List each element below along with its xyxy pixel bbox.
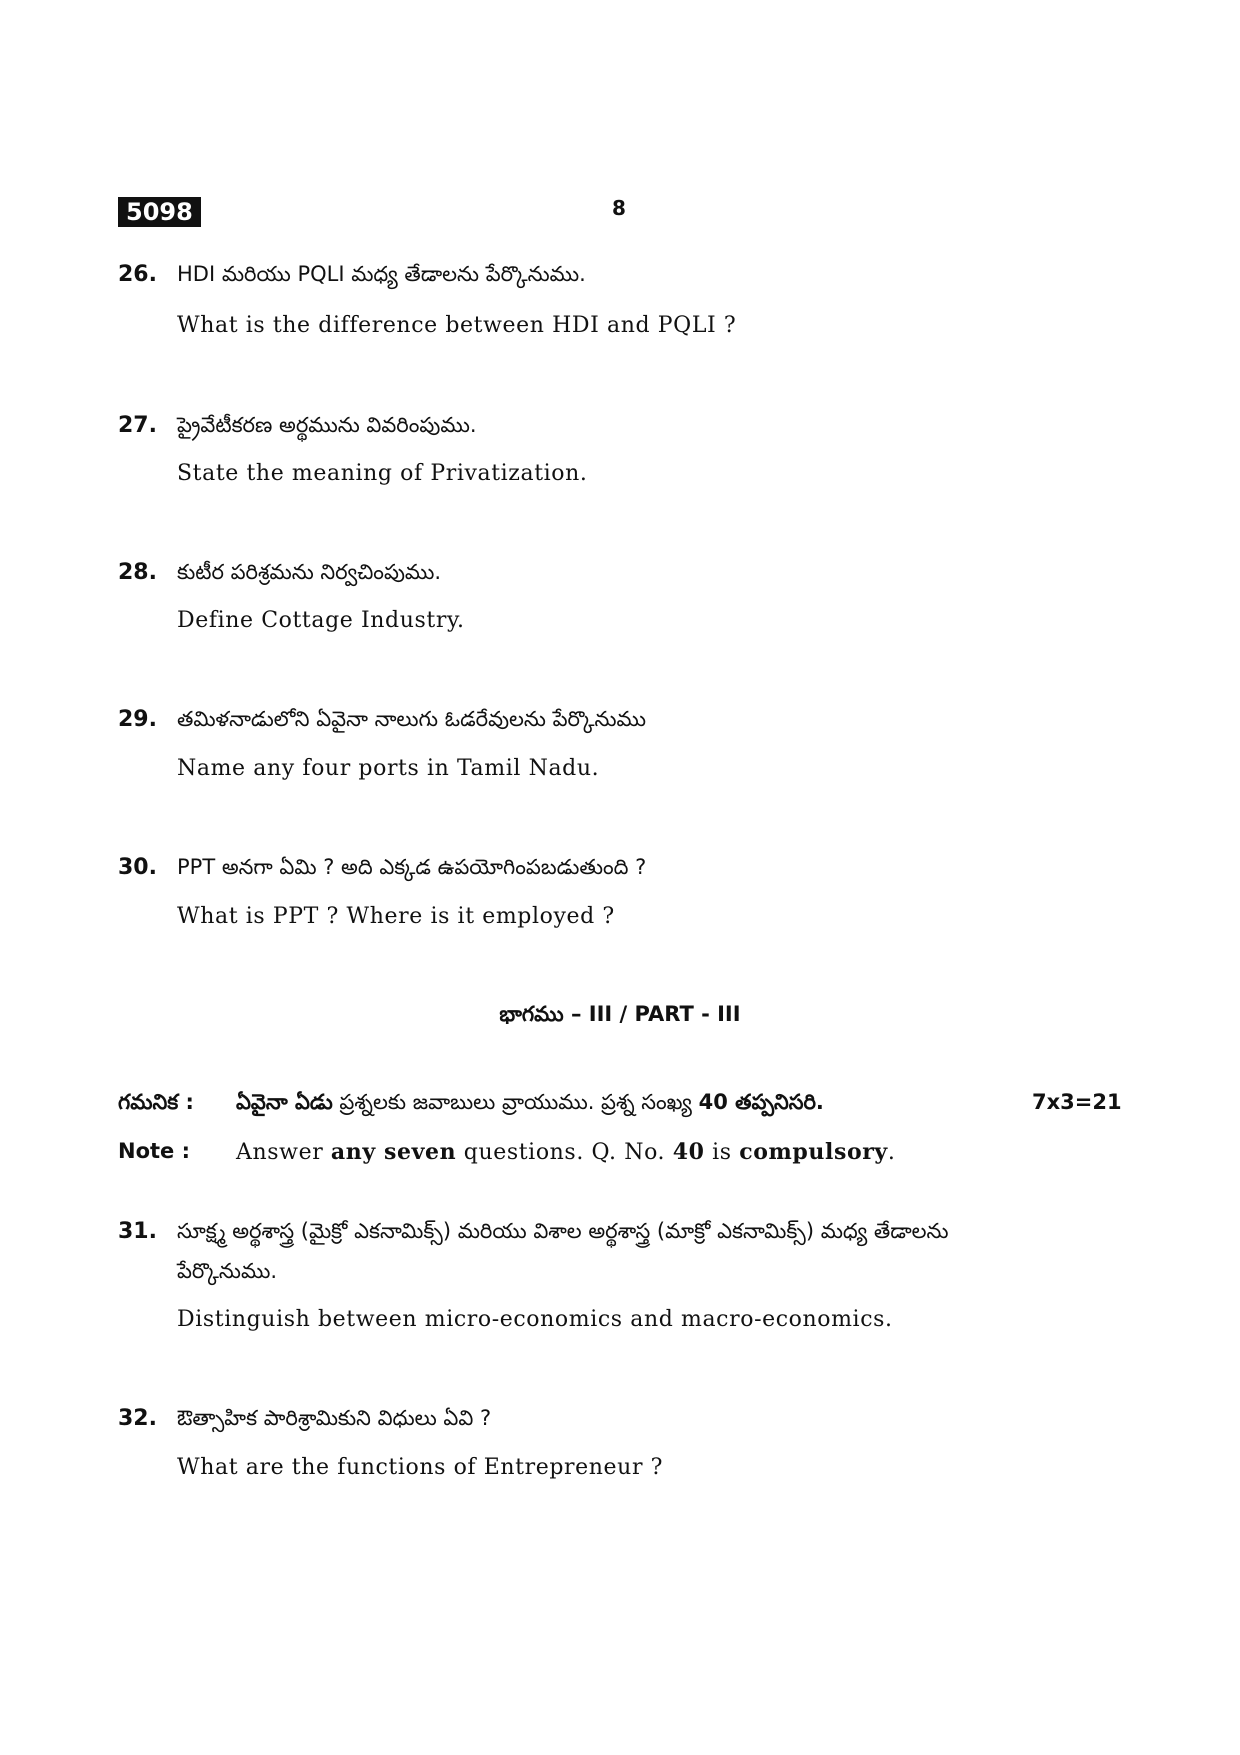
question-english: Distinguish between micro-economics and macro-economics. [177,1307,893,1332]
note-telugu-text [236,1090,824,1120]
question-telugu: తమిళనాడులోని ఏవైనా నాలుగు ఓడరేవులను పేర్కొనుము [177,707,647,731]
question-number: 31. [118,1219,157,1244]
note-en-compulsory: compulsory [739,1139,888,1165]
question-telugu-line2: పేర్కొనుము. [177,1259,278,1283]
paper-code-badge: 5098 [118,197,201,227]
question-english: Name any four ports in Tamil Nadu. [177,756,600,781]
note-en-any-seven: any seven [330,1139,457,1165]
question-telugu-line1: సూక్ష్మ అర్థశాస్త్ర (మైక్రో ఎకనామిక్స్) మరియు విశాల అర్థశాస్త్ర (మాక్రో ఎకనామిక్స్) మధ్య తేడాలను [177,1219,949,1243]
note-en-part7: . [887,1140,896,1165]
note-en-qno: 40 [672,1139,705,1165]
question-telugu: HDI మరియు PQLI మధ్య తేడాలను పేర్కొనుము. [177,262,586,286]
question-telugu: కుటీర పరిశ్రమను నిర్వచింపుము. [177,560,442,584]
question-telugu: PPT అనగా ఏమి ? అది ఎక్కడ ఉపయోగింపబడుతుంది ? [177,855,647,879]
marks-allocation: 7x3=21 [1032,1090,1122,1114]
note-english-text [236,1139,895,1165]
question-number: 26. [118,262,157,287]
question-number: 32. [118,1406,157,1431]
page-number: 8 [612,196,626,220]
note-en-part3: questions. Q. No. [456,1140,673,1165]
part-heading: భాగము – III / PART - III [499,1002,741,1026]
question-telugu: ఔత్సాహిక పారిశ్రామికుని విధులు ఏవి ? [177,1406,492,1430]
note-en-part5: is [704,1140,740,1165]
question-english: Define Cottage Industry. [177,608,465,633]
note-telugu-middle: ప్రశ్నలకు జవాబులు వ్రాయుము. ప్రశ్న సంఖ్య [332,1090,699,1114]
note-en-part1: Answer [236,1140,331,1165]
question-english: What are the functions of Entrepreneur ? [177,1455,664,1480]
question-english: State the meaning of Privatization. [177,461,588,486]
note-telugu-emphasis: ఏవైనా ఏడు [236,1090,333,1114]
question-telugu: ప్రైవేటీకరణ అర్థమును వివరింపుము. [177,413,477,437]
question-number: 30. [118,855,157,880]
question-english: What is PPT ? Where is it employed ? [177,904,615,929]
note-english-label: Note : [118,1139,190,1163]
note-telugu-compulsory: 40 తప్పనిసరి. [698,1090,824,1114]
question-number: 29. [118,707,157,732]
question-number: 28. [118,560,157,585]
question-english: What is the difference between HDI and PQLI ? [177,313,737,338]
question-number: 27. [118,413,157,438]
note-telugu-label: గమనిక : [118,1090,194,1114]
